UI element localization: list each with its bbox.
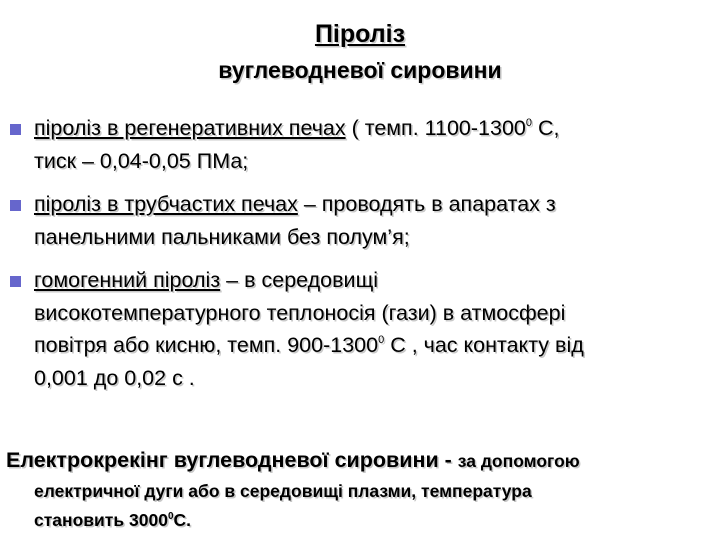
- bullet-text: панельними пальниками без полум’я;: [34, 224, 410, 249]
- bullet-text: С , час контакту від: [384, 333, 584, 357]
- slide-title: [0, 18, 720, 87]
- footer-dash: -: [438, 448, 458, 472]
- footer-text: С.: [173, 510, 191, 530]
- square-bullet-icon: [10, 200, 21, 211]
- bullet-text: – в середовищі: [220, 268, 379, 292]
- bullet-text: 0,001 до 0,02 с .: [34, 365, 195, 390]
- footer-line-3: [6, 506, 712, 535]
- square-bullet-icon: [10, 276, 21, 287]
- bullet-link[interactable]: піроліз в трубчастих печах: [34, 192, 298, 216]
- bullet-item-homogeneous: [8, 264, 710, 394]
- title-line-2: вуглеводневої сировини: [218, 57, 502, 83]
- degree-superscript: 0: [525, 117, 532, 129]
- footer-text: електричної дуги або в середовищі плазми, температура: [34, 481, 532, 501]
- bullet-link[interactable]: гомогенний піроліз: [34, 268, 221, 292]
- bullet-link[interactable]: піроліз в регенеративних печах: [34, 116, 346, 140]
- bullet-text: С,: [532, 116, 560, 140]
- footer-heading: Електрокрекінг вуглеводневої сировини: [6, 448, 439, 472]
- bullet-text: повітря або кисню, темп. 900-1300: [34, 333, 379, 357]
- bullet-list: [8, 112, 710, 405]
- bullet-text: тиск – 0,04-0,05 ПМа;: [34, 148, 249, 173]
- footer-text: за допомогою: [457, 451, 580, 471]
- bullet-text: – проводять в апаратах з: [297, 192, 556, 216]
- degree-superscript: 0: [167, 511, 174, 522]
- footer-text: становить 3000: [34, 510, 168, 530]
- degree-superscript: 0: [378, 334, 385, 346]
- square-bullet-icon: [10, 124, 21, 135]
- title-line-1: Піроліз: [314, 20, 406, 48]
- bullet-item-tubular: [8, 188, 710, 253]
- bullet-item-regenerative: [8, 112, 710, 177]
- bullet-text: високотемпературного теплоносія (гази) в атмосфері: [34, 300, 566, 325]
- bullet-text: ( темп. 1100-1300: [345, 116, 526, 140]
- electrocracking-paragraph: [6, 446, 712, 535]
